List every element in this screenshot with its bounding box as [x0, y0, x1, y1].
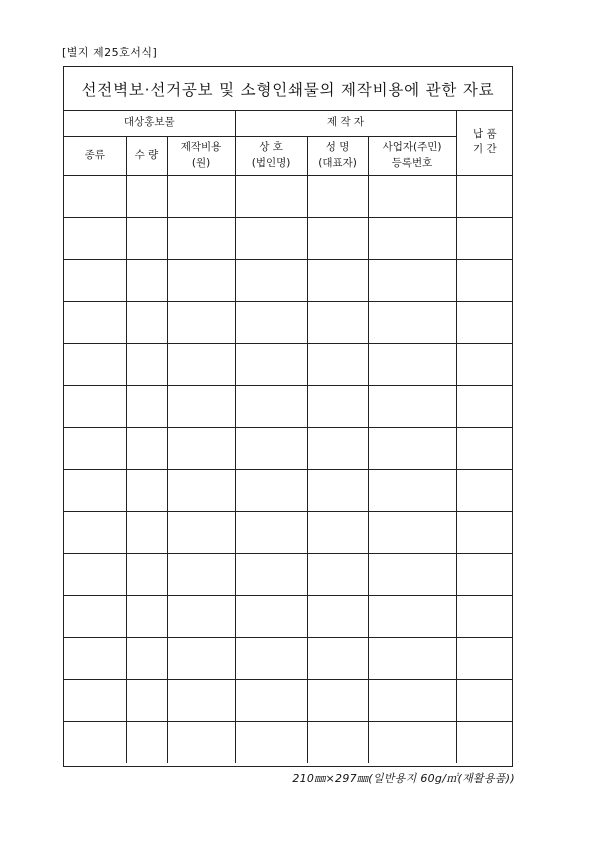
cell-kind[interactable]	[64, 679, 126, 721]
cell-name[interactable]	[307, 679, 368, 721]
cell-company[interactable]	[235, 511, 307, 553]
title-row	[64, 67, 512, 111]
cell-regno[interactable]	[368, 427, 456, 469]
cell-quantity[interactable]	[126, 259, 167, 301]
cell-cost[interactable]	[167, 679, 235, 721]
cell-kind[interactable]	[64, 175, 126, 217]
cell-name[interactable]	[307, 511, 368, 553]
cell-company[interactable]	[235, 595, 307, 637]
cell-cost[interactable]	[167, 343, 235, 385]
table-row	[64, 385, 513, 427]
cell-regno[interactable]	[368, 637, 456, 679]
cell-company[interactable]	[235, 175, 307, 217]
cell-quantity[interactable]	[126, 343, 167, 385]
cell-kind[interactable]	[64, 511, 126, 553]
cell-name[interactable]	[307, 175, 368, 217]
cell-company[interactable]	[235, 343, 307, 385]
cell-name[interactable]	[307, 301, 368, 343]
cell-period[interactable]	[456, 679, 513, 721]
cell-kind[interactable]	[64, 343, 126, 385]
table-row	[64, 175, 513, 217]
cell-period[interactable]	[456, 343, 513, 385]
cell-name[interactable]	[307, 595, 368, 637]
cell-cost[interactable]	[167, 259, 235, 301]
cell-quantity[interactable]	[126, 721, 167, 763]
table-row	[64, 217, 513, 259]
cell-period[interactable]	[456, 301, 513, 343]
header-cost-line1: 제작비용	[180, 140, 222, 153]
cell-kind[interactable]	[64, 553, 126, 595]
cell-company[interactable]	[235, 469, 307, 511]
cell-cost[interactable]	[167, 217, 235, 259]
cell-cost[interactable]	[167, 637, 235, 679]
cell-name[interactable]	[307, 217, 368, 259]
cell-period[interactable]	[456, 469, 513, 511]
cell-regno[interactable]	[368, 217, 456, 259]
cell-quantity[interactable]	[126, 469, 167, 511]
cell-period[interactable]	[456, 553, 513, 595]
header-delivery-period	[456, 110, 513, 175]
header-name	[307, 136, 368, 175]
cell-regno[interactable]	[368, 595, 456, 637]
form-frame	[63, 66, 513, 767]
header-row-1	[64, 110, 513, 136]
cell-name[interactable]	[307, 721, 368, 763]
cell-company[interactable]	[235, 217, 307, 259]
cell-kind[interactable]	[64, 301, 126, 343]
cell-company[interactable]	[235, 385, 307, 427]
cell-cost[interactable]	[167, 511, 235, 553]
table-row	[64, 427, 513, 469]
cell-quantity[interactable]	[126, 511, 167, 553]
cell-cost[interactable]	[167, 721, 235, 763]
cell-kind[interactable]	[64, 595, 126, 637]
cell-kind[interactable]	[64, 217, 126, 259]
header-name-line2: (대표자)	[318, 156, 357, 169]
header-company-line2: (법인명)	[251, 156, 291, 169]
cell-period[interactable]	[456, 721, 513, 763]
cell-quantity[interactable]	[126, 679, 167, 721]
table-row	[64, 343, 513, 385]
cell-name[interactable]	[307, 385, 368, 427]
cell-quantity[interactable]	[126, 595, 167, 637]
cell-name[interactable]	[307, 469, 368, 511]
cell-regno[interactable]	[368, 175, 456, 217]
cell-period[interactable]	[456, 385, 513, 427]
cell-regno[interactable]	[368, 511, 456, 553]
cell-period[interactable]	[456, 637, 513, 679]
cost-table	[64, 110, 513, 763]
cell-quantity[interactable]	[126, 301, 167, 343]
header-delivery-period-line1: 납 품	[472, 127, 497, 140]
cell-name[interactable]	[307, 553, 368, 595]
cell-kind[interactable]	[64, 469, 126, 511]
cell-regno[interactable]	[368, 259, 456, 301]
cell-period[interactable]	[456, 427, 513, 469]
form-number-label: [별지 제25호서식]	[62, 46, 158, 59]
cell-quantity[interactable]	[126, 553, 167, 595]
cell-cost[interactable]	[167, 385, 235, 427]
table-row	[64, 679, 513, 721]
cell-company[interactable]	[235, 679, 307, 721]
cell-company[interactable]	[235, 259, 307, 301]
cell-period[interactable]	[456, 259, 513, 301]
cell-cost[interactable]	[167, 469, 235, 511]
header-row-2	[64, 136, 513, 175]
cell-kind[interactable]	[64, 637, 126, 679]
header-name-line1: 성 명	[325, 140, 350, 153]
table-row	[64, 721, 513, 763]
header-target-group: 대상홍보물	[64, 110, 235, 136]
header-kind: 종류	[64, 136, 126, 175]
cell-period[interactable]	[456, 175, 513, 217]
cell-name[interactable]	[307, 637, 368, 679]
cell-regno[interactable]	[368, 679, 456, 721]
header-regno-line1: 사업자(주민)	[382, 140, 442, 153]
header-company-line1: 상 호	[259, 140, 283, 153]
table-row	[64, 553, 513, 595]
cell-quantity[interactable]	[126, 217, 167, 259]
table-row	[64, 637, 513, 679]
cell-cost[interactable]	[167, 175, 235, 217]
cell-kind[interactable]	[64, 427, 126, 469]
paper-spec-note: 210㎜×297㎜(일반용지 60g/㎡(재활용품))	[292, 772, 515, 785]
cell-period[interactable]	[456, 595, 513, 637]
cell-company[interactable]	[235, 301, 307, 343]
cell-regno[interactable]	[368, 721, 456, 763]
cell-regno[interactable]	[368, 553, 456, 595]
header-quantity: 수 량	[126, 136, 167, 175]
header-company	[235, 136, 307, 175]
cell-cost[interactable]	[167, 301, 235, 343]
table-row	[64, 259, 513, 301]
cell-regno[interactable]	[368, 469, 456, 511]
cell-cost[interactable]	[167, 553, 235, 595]
cell-name[interactable]	[307, 427, 368, 469]
cell-name[interactable]	[307, 259, 368, 301]
cell-quantity[interactable]	[126, 637, 167, 679]
table-row	[64, 511, 513, 553]
cell-name[interactable]	[307, 343, 368, 385]
table-row	[64, 301, 513, 343]
cell-period[interactable]	[456, 217, 513, 259]
cell-kind[interactable]	[64, 385, 126, 427]
table-row	[64, 469, 513, 511]
cell-company[interactable]	[235, 637, 307, 679]
cell-company[interactable]	[235, 721, 307, 763]
table-row	[64, 595, 513, 637]
cell-kind[interactable]	[64, 721, 126, 763]
cell-quantity[interactable]	[126, 175, 167, 217]
header-cost	[167, 136, 235, 175]
header-producer-group: 제 작 자	[235, 110, 456, 136]
cell-regno[interactable]	[368, 385, 456, 427]
cell-kind[interactable]	[64, 259, 126, 301]
cell-quantity[interactable]	[126, 385, 167, 427]
cell-regno[interactable]	[368, 301, 456, 343]
cell-cost[interactable]	[167, 427, 235, 469]
cell-quantity[interactable]	[126, 427, 167, 469]
cell-company[interactable]	[235, 427, 307, 469]
cell-period[interactable]	[456, 511, 513, 553]
cell-company[interactable]	[235, 553, 307, 595]
form-title: 선전벽보·선거공보 및 소형인쇄물의 제작비용에 관한 자료	[81, 80, 495, 99]
cell-cost[interactable]	[167, 595, 235, 637]
header-delivery-period-line2: 기 간	[472, 143, 497, 156]
header-regno-line2: 등록번호	[391, 156, 433, 169]
cell-regno[interactable]	[368, 343, 456, 385]
table-body	[64, 175, 513, 763]
header-regno	[368, 136, 456, 175]
header-cost-line2: (원)	[191, 156, 211, 169]
